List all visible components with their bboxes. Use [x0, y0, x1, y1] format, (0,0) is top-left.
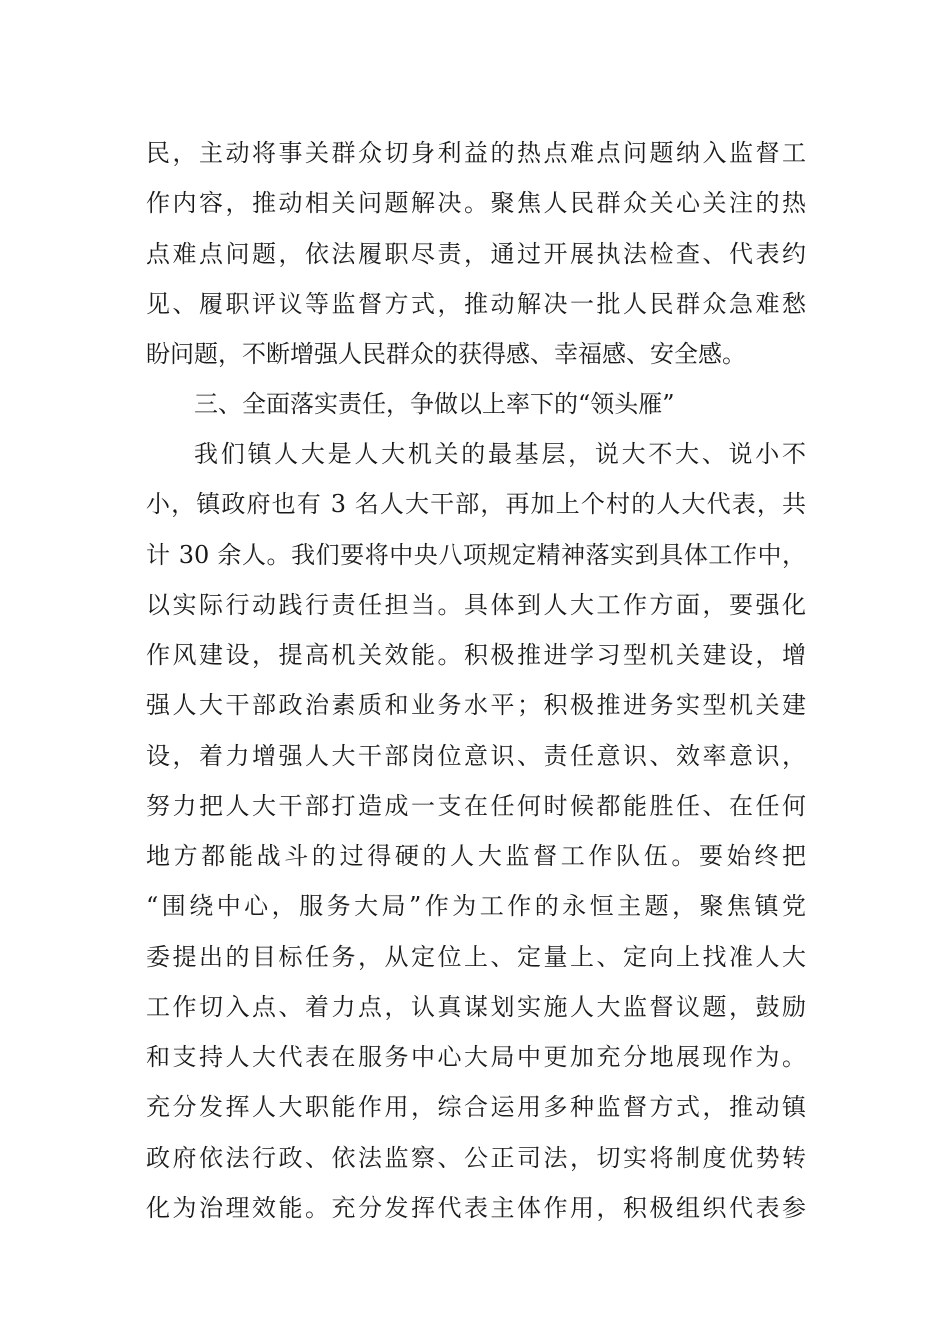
text-line: 民，主动将事关群众切身利益的热点难点问题纳入监督工 [146, 139, 806, 167]
text-line: 盼问题，不断增强人民群众的获得感、幸福感、安全感。 [146, 340, 746, 368]
text-line: 地方都能战斗的过得硬的人大监督工作队伍。要始终把 [146, 842, 806, 870]
section-heading: 三、全面落实责任，争做以上率下的“领头雁” [194, 390, 675, 418]
text-line: 以实际行动践行责任担当。具体到人大工作方面，要强化 [146, 591, 806, 619]
text-line: 作风建设，提高机关效能。积极推进学习型机关建设，增 [146, 641, 806, 669]
text-line: 工作切入点、着力点，认真谋划实施人大监督议题，鼓励 [146, 993, 806, 1021]
text-line: 强人大干部政治素质和业务水平；积极推进务实型机关建 [146, 691, 806, 719]
text-line: 设，着力增强人大干部岗位意识、责任意识、效率意识， [146, 742, 806, 770]
text-line: 委提出的目标任务，从定位上、定量上、定向上找准人大 [146, 943, 806, 971]
text-line: 计 30 余人。我们要将中央八项规定精神落实到具体工作中， [146, 541, 806, 569]
text-line: 化为治理效能。充分发挥代表主体作用，积极组织代表参 [146, 1194, 806, 1222]
text-line: “围绕中心，服务大局”作为工作的永恒主题，聚焦镇党 [146, 892, 806, 920]
text-line: 政府依法行政、依法监察、公正司法，切实将制度优势转 [146, 1144, 806, 1172]
text-line: 作内容，推动相关问题解决。聚焦人民群众关心关注的热 [146, 189, 806, 217]
text-line: 和支持人大代表在服务中心大局中更加充分地展现作为。 [146, 1043, 806, 1071]
text-line: 见、履职评议等监督方式，推动解决一批人民群众急难愁 [146, 290, 806, 318]
text-line: 努力把人大干部打造成一支在任何时候都能胜任、在任何 [146, 792, 806, 820]
text-line: 小，镇政府也有 3 名人大干部，再加上个村的人大代表，共 [146, 490, 806, 518]
text-line: 我们镇人大是人大机关的最基层，说大不大、说小不 [194, 440, 806, 468]
text-line: 充分发挥人大职能作用，综合运用多种监督方式，推动镇 [146, 1093, 806, 1121]
text-line: 点难点问题，依法履职尽责，通过开展执法检查、代表约 [146, 240, 806, 268]
